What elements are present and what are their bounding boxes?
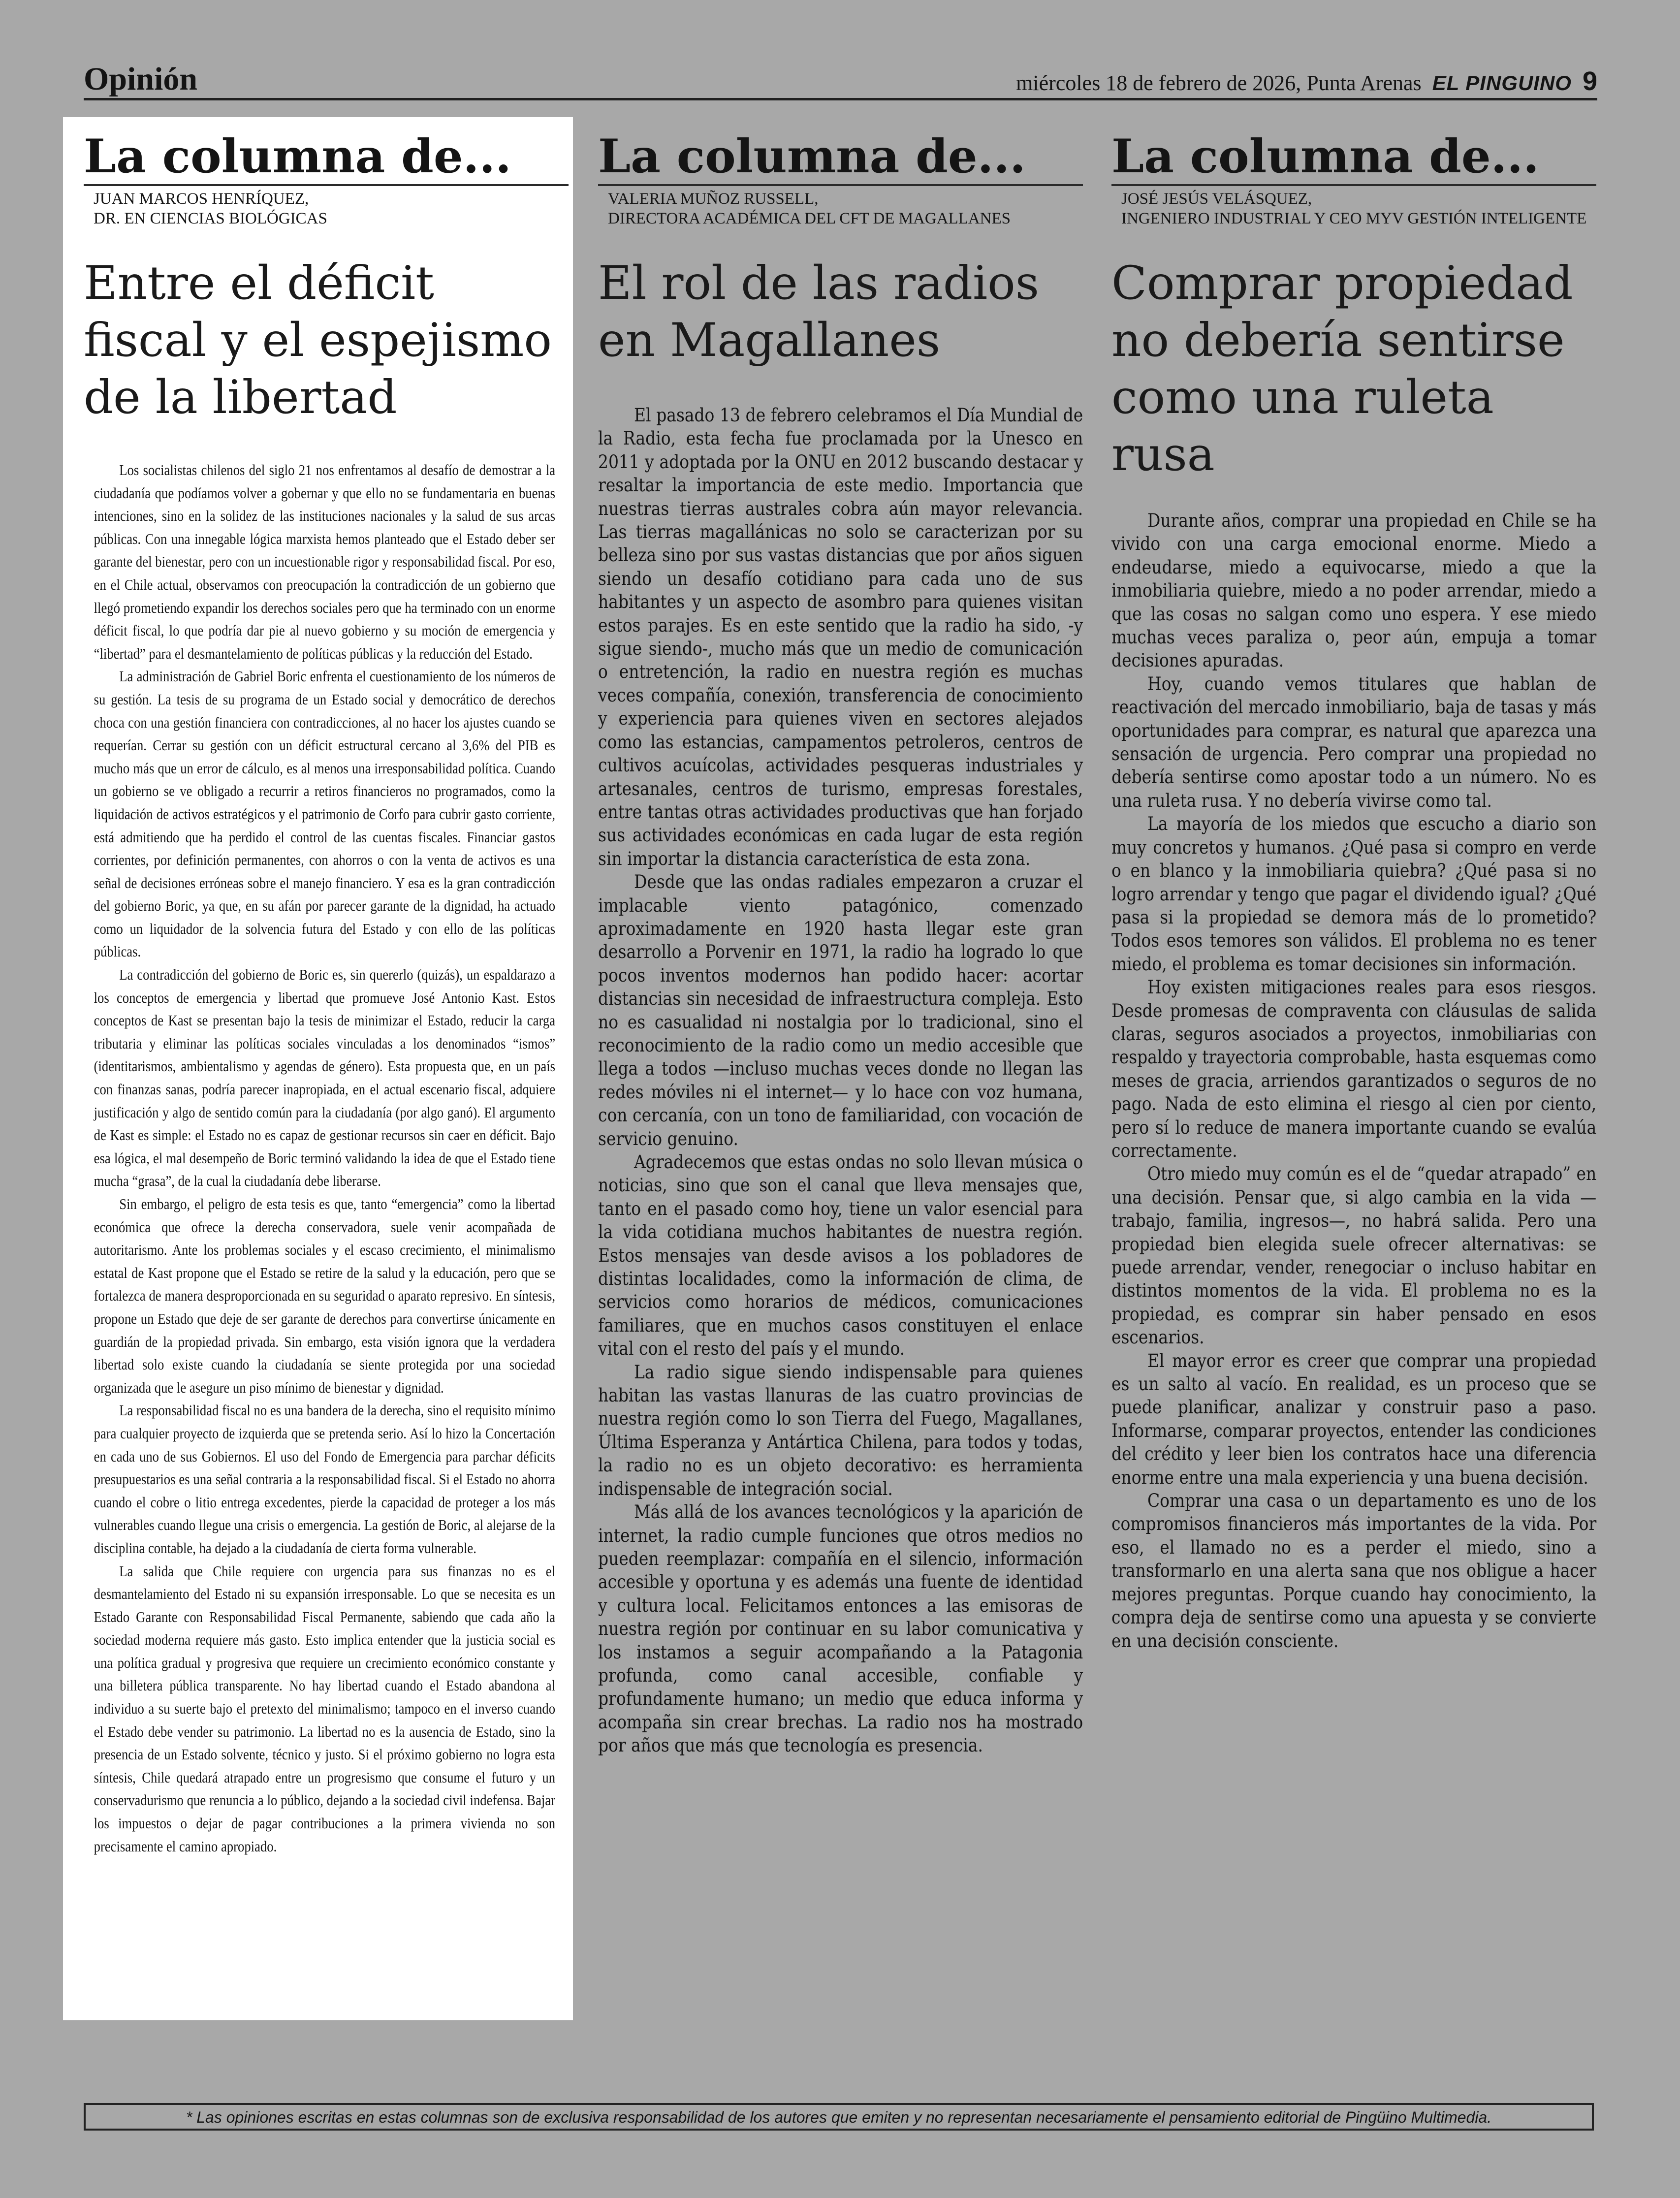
column-heading: La columna de... bbox=[84, 129, 569, 186]
paragraph: Los socialistas chilenos del siglo 21 nos enfrentamos al desafío de demostrar a la ciudadanía que podíamos volver a gobernar y que ello no se fundamentaria en buenas intenciones, sino en la solidez de las instituciones nacionales y la salud de sus arcas públicas. Con una innegable lógica marxista hemos planteado que el Estado deber ser garante del bienestar, pero con un incuestionable rigor y responsabilidad fiscal. Por eso, en el Chile actual, observamos con preocupación la contradicción de un gobierno que llegó prometiendo expandir los derechos sociales pero que ha terminado con un enorme déficit fiscal, lo que podría dar pie al nuevo gobierno y su moción de emergencia y “libertad” para el desmantelamiento de políticas públicas y la reducción del Estado. bbox=[94, 461, 556, 662]
paragraph: El mayor error es creer que comprar una propiedad es un salto al vacío. En realidad, es un proceso que se puede planificar, analizar y construir paso a paso. Informarse, comparar proyectos, entender las condiciones del crédito y leer bien los contratos hace una diferencia enorme entre una mala experiencia y una buena decisión. bbox=[1111, 1350, 1597, 1488]
page-number: 9 bbox=[1582, 66, 1597, 96]
article-body bbox=[84, 459, 566, 1858]
author-name: VALERIA MUÑOZ RUSSELL, bbox=[608, 190, 819, 208]
paragraph: Agradecemos que estas ondas no solo llevan música o noticias, sino que son el canal que lleva mensajes que, tanto en el pasado como hoy, tiene un valor esencial para la vida cotidiana muchos habitantes de nuestra región. Estos mensajes van desde avisos a los pobladores de distintas localidades, como la información de clima, de servicios como horarios de médicos, comunicaciones familiares, que en muchos casos constituyen el enlace vital con el resto del país y el mundo. bbox=[598, 1151, 1083, 1360]
paragraph: La mayoría de los miedos que escucho a diario son muy concretos y humanos. ¿Qué pasa si compro en verde o en blanco y la inmobiliaria quiebra? ¿Qué pasa si no logro arrendar y tengo que pagar el dividendo igual? ¿Qué pasa si la propiedad se demora más de lo prometido? Todos esos temores son válidos. El problema no es tener miedo, el problema es tomar decisiones sin información. bbox=[1111, 813, 1597, 975]
author-role: DIRECTORA ACADÉMICA DEL CFT DE MAGALLANES bbox=[608, 210, 1011, 227]
paragraph: La administración de Gabriel Boric enfrenta el cuestionamiento de los números de su gestión. La tesis de su programa de un Estado social y democrático de derechos choca con una gestión financiera con contradicciones, al no hacer los ajustes cuando se requerían. Cerrar su gestión con un déficit estructural cercano al 3,6% del PIB es mucho más que un error de cálculo, es al menos una irresponsabilidad política. Cuando un gobierno se ve obligado a recurrir a retiros financieros no programados, como la liquidación de activos estratégicos y el patrimonio de Corfo para cubrir gasto corriente, está admitiendo que ha perdido el control de las cuentas fiscales. Financiar gastos corrientes, por definición permanentes, con ahorros o con la venta de activos es una señal de decisiones erróneas sobre el manejo financiero. Y esa es la gran contradicción del gobierno Boric, ya que, en su afán por parecer garante de la dignidad, ha actuado como un liquidador de la solvencia futura del Estado y con ello de las políticas públicas. bbox=[94, 668, 556, 960]
article-title: Entre el déficit fiscal y el espejismo de la libertad bbox=[84, 256, 552, 424]
column-velasquez bbox=[1111, 129, 1596, 1653]
section-label: Opinión bbox=[84, 61, 198, 97]
article-title: Comprar propiedad no debería sentirse como una ruleta rusa bbox=[1111, 256, 1573, 481]
footer-disclaimer: * Las opiniones escritas en estas columnas son de exclusiva responsabilidad de los autores que emiten y no representan necesariamente el pensamiento editorial de Pingüino Multimedia. bbox=[84, 2103, 1594, 2131]
paragraph: La salida que Chile requiere con urgencia para sus finanzas no es el desmantelamiento del Estado ni su expansión irresponsable. Lo que se necesita es un Estado Garante con Responsabilidad Fiscal Permanente, sabiendo que cada año la sociedad moderna requiere más gasto. Esto implica entender que la justicia social es una política gradual y progresiva que requiere un crecimiento económico constante y una billetera pública transparente. No hay libertad cuando el Estado abandona al individuo a su suerte bajo el pretexto del minimalismo; tampoco en el inverso cuando el Estado debe vender su patrimonio. La libertad no es la ausencia de Estado, sino la presencia de un Estado solvente, técnico y justo. Si el próximo gobierno no logra esta síntesis, Chile quedará atrapado entre un progresismo que consume el futuro y un conservadurismo que renuncia a lo público, dejando a la sociedad civil indefensa. Bajar los impuestos o dejar de pagar contribuciones a la primera vivienda no son precisamente el camino apropiado. bbox=[94, 1562, 556, 1855]
paragraph: Durante años, comprar una propiedad en Chile se ha vivido con una carga emocional enorme. Miedo a endeudarse, miedo a equivocarse, miedo a que la inmobiliaria quiebre, miedo a no poder arrendar, miedo a que las cosas no salgan como uno espera. Y ese miedo muchas veces paraliza o, peor aún, empuja a tomar decisiones apuradas. bbox=[1111, 510, 1597, 671]
paragraph: Hoy, cuando vemos titulares que hablan de reactivación del mercado inmobiliario, baja de tasas y más oportunidades para comprar, es natural que aparezca una sensación de urgencia. Pero comprar una propiedad no debería sentirse como apostar todo a un número. No es una ruleta rusa. Y no debería vivirse como tal. bbox=[1111, 673, 1597, 811]
paragraph: La contradicción del gobierno de Boric es, sin quererlo (quizás), un espaldarazo a los conceptos de emergencia y libertad que promueve José Antonio Kast. Estos conceptos de Kast se presentan bajo la tesis de minimizar el Estado, reducir la carga tributaria y eliminar las políticas sociales vinculadas a los denominados “ismos” (identitarismos, ambientalismo y agendas de género). Esta propuesta que, en un país con finanzas sanas, podría parecer inapropiada, en el actual escenario fiscal, adquiere justificación y algo de sentido común para la ciudadanía (por algo ganó). El argumento de Kast es simple: el Estado no es capaz de gestionar recursos sin caer en déficit. Bajo esa lógica, el mal desempeño de Boric terminó validando la idea de que el Estado tiene mucha “grasa”, de la cual la ciudadanía debe liberarse. bbox=[94, 966, 556, 1190]
author-name: JUAN MARCOS HENRÍQUEZ, bbox=[94, 190, 309, 208]
date-place: miércoles 18 de febrero de 2026, Punta Arenas bbox=[1016, 71, 1422, 95]
newspaper-brand: EL PINGUINO bbox=[1432, 71, 1572, 95]
column-heading: La columna de... bbox=[1111, 129, 1596, 186]
paragraph: Sin embargo, el peligro de esta tesis es que, tanto “emergencia” como la libertad económica que ofrece la derecha conservadora, suele venir acompañada de autoritarismo. Ante los problemas sociales y el escaso crecimiento, el minimalismo estatal de Kast propone que el Estado se retire de la salud y la educación, pero que se fortalezca de manera desproporcionada en su seguridad o aparato represivo. En síntesis, propone un Estado que deje de ser garante de derechos para convertirse únicamente en guardián de la propiedad privada. Sin embargo, esta visión ignora que la verdadera libertad solo existe cuando la ciudadanía se siente protegida por una sociedad organizada que le asegure un piso mínimo de bienestar y dignidad. bbox=[94, 1195, 556, 1396]
article-body bbox=[598, 404, 1083, 1757]
article-body bbox=[1111, 509, 1596, 1653]
paragraph: La radio sigue siendo indispensable para quienes habitan las vastas llanuras de las cuatro provincias de nuestra región como lo son Tierra del Fuego, Magallanes, Última Esperanza y Antártica Chilena, para todos y todas, la radio no es un objeto decorativo: es herramienta indispensable de integración social. bbox=[598, 1361, 1083, 1499]
column-heading: La columna de... bbox=[598, 129, 1083, 186]
author-role: DR. EN CIENCIAS BIOLÓGICAS bbox=[94, 210, 327, 227]
column-henriquez bbox=[84, 129, 569, 1858]
paragraph: Hoy existen mitigaciones reales para esos riesgos. Desde promesas de compraventa con cláusulas de salida claras, seguros asociados a proyectos, inmobiliarias con respaldo y trayectoria comprobable, hasta esquemas como meses de gracia, arriendos garantizados o seguros de no pago. Nada de esto elimina el riesgo al cien por ciento, pero sí lo reduce de manera importante cuando se evalúa correctamente. bbox=[1111, 977, 1597, 1161]
article-title: El rol de las radios en Magallanes bbox=[598, 256, 1039, 367]
dateline bbox=[1016, 67, 1597, 97]
paragraph: El pasado 13 de febrero celebramos el Día Mundial de la Radio, esta fecha fue proclamada por la Unesco en 2011 y adoptada por la ONU en 2012 buscando destacar y resaltar la importancia de este medio. Importancia que nuestras tierras australes cobra aún mayor relevancia. Las tierras magallánicas no solo se caracterizan por su belleza sino por sus vastas distancias que por años siguen siendo un desafío cotidiano para cada uno de sus habitantes y un aspecto de asombro para quienes visitan estos parajes. Es en este sentido que la radio ha sido, -y sigue siendo-, mucho más que un medio de comunicación o entretención, la radio en nuestra región es muchas veces compañía, conexión, transferencia de conocimiento y experiencia para quienes viven en sectores alejados como las estancias, campamentos petroleros, centros de cultivos acuícolas, actividades pesqueras industriales y artesanales, centros de turismo, empresas forestales, entre tantas otras actividades productivas que han forjado sus actividades económicas en cada lugar de esta región sin importar la distancia característica de esta zona. bbox=[598, 405, 1083, 869]
paragraph: Comprar una casa o un departamento es uno de los compromisos financieros más importantes de la vida. Por eso, el llamado no es a perder el miedo, sino a transformarlo en una alerta sana que nos obligue a hacer mejores preguntas. Porque cuando hay conocimiento, la compra deja de sentirse como una apuesta y se convierte en una decisión consciente. bbox=[1111, 1490, 1597, 1652]
paragraph: Desde que las ondas radiales empezaron a cruzar el implacable viento patagónico, comenzado aproximadamente en 1920 hasta llegar este gran desarrollo a Porvenir en 1971, la radio ha logrado lo que pocos inventos modernos han podido hacer: acortar distancias sin necesidad de infraestructura compleja. Esto no es casualidad ni nostalgia por lo tradicional, sino el reconocimiento de la radio como un medio accesible que llega a todos —incluso muchas veces donde no llegan las redes móviles ni el internet— y lo hace con voz humana, con cercanía, con un tono de familiaridad, con vocación de servicio genuino. bbox=[598, 871, 1083, 1149]
paragraph: La responsabilidad fiscal no es una bandera de la derecha, sino el requisito mínimo para cualquier proyecto de izquierda que se pretenda serio. Así lo hizo la Concertación en cada uno de sus Gobiernos. El uso del Fondo de Emergencia para parchar déficits presupuestarios es una señal contraria a la responsabilidad fiscal. Si el Estado no ahorra cuando el cobre o litio entrega excedentes, pierde la capacidad de proteger a los más vulnerables cuando llegue una crisis o emergencia. La gestión de Boric, al alejarse de la disciplina contable, ha dejado a la ciudadanía de cierta forma vulnerable. bbox=[94, 1402, 556, 1557]
author-name: JOSÉ JESÚS VELÁSQUEZ, bbox=[1121, 190, 1312, 208]
page-header bbox=[84, 62, 1597, 100]
column-munoz bbox=[598, 129, 1083, 1757]
paragraph: Otro miedo muy común es el de “quedar atrapado” en una decisión. Pensar que, si algo cambia en la vida —trabajo, familia, ingresos—, no habrá salida. Pero una propiedad bien elegida suele ofrecer alternativas: se puede arrendar, vender, renegociar o incluso habitar en distintos momentos de la vida. El problema no es la propiedad, es comprar sin haber pensado en esos escenarios. bbox=[1111, 1163, 1597, 1348]
paragraph: Más allá de los avances tecnológicos y la aparición de internet, la radio cumple funciones que otros medios no pueden reemplazar: compañía en el silencio, información accesible y oportuna y es además una fuente de identidad y cultura local. Felicitamos entonces a las emisoras de nuestra región por continuar en su labor comunicativa y los instamos a seguir acompañando a la Patagonia profunda, como canal accesible, confiable y profundamente humano; un medio que educa informa y acompaña sin crear brechas. La radio nos ha mostrado por años que más que tecnología es presencia. bbox=[598, 1501, 1083, 1756]
author-role: INGENIERO INDUSTRIAL Y CEO MYV GESTIÓN INTELIGENTE bbox=[1121, 210, 1587, 227]
